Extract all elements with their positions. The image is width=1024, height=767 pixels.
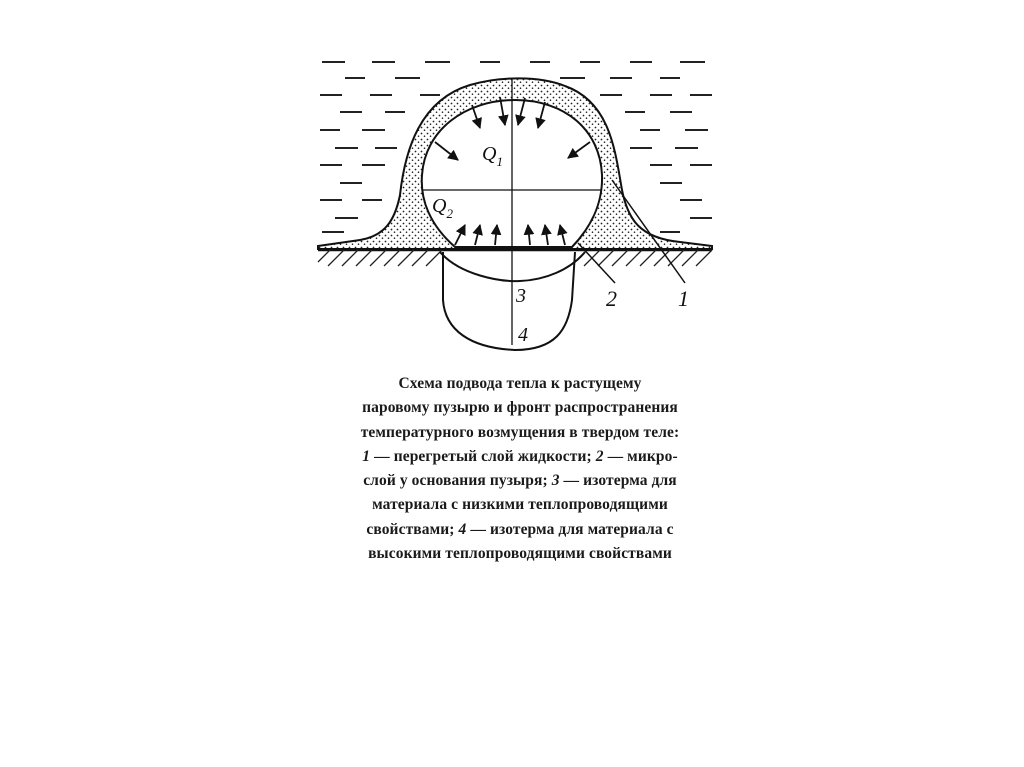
caption-line: Схема подвода тепла к растущему [398, 375, 642, 392]
caption-line: материала с низкими теплопроводящими [372, 496, 668, 514]
caption-line: паровому пузырю и фронт распространения [362, 399, 678, 417]
label-q1: $Q_1$ [482, 143, 503, 169]
isotherm-4 [443, 252, 575, 350]
solid-wall [318, 250, 712, 266]
label-1: 1 [678, 286, 689, 311]
caption-line: слой у основания пузыря; 3 — изотерма для [363, 472, 677, 490]
label-2: 2 [606, 286, 617, 311]
label-3: 3 [516, 285, 526, 307]
bubble-heat-diagram [0, 0, 1024, 370]
label-q2: $Q_2$ [432, 195, 453, 221]
caption-line: свойствами; 4 — изотерма для материала с [366, 520, 674, 538]
caption-line: 1 — перегретый слой жидкости; 2 — микро- [362, 447, 678, 465]
caption-line: температурного возмущения в твердом теле: [360, 423, 680, 441]
figure-caption [300, 372, 740, 566]
caption-line: высокими теплопроводящими свойствами [368, 545, 672, 563]
label-4: 4 [518, 324, 528, 346]
